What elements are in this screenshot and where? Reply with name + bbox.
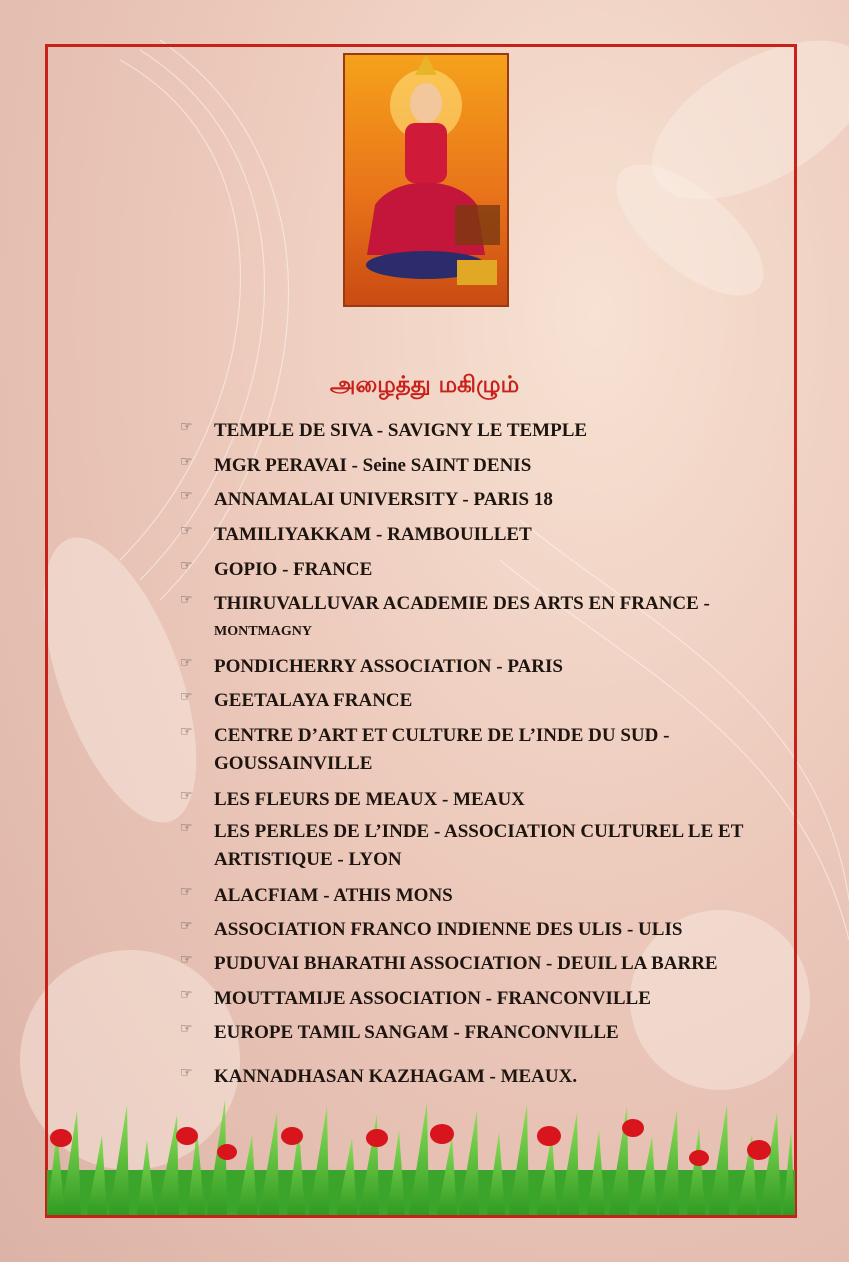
pointing-hand-icon: ☞ <box>180 724 193 740</box>
pointing-hand-icon: ☞ <box>180 592 193 608</box>
pointing-hand-icon: ☞ <box>180 655 193 671</box>
pointing-hand-icon: ☞ <box>180 820 193 836</box>
pointing-hand-icon: ☞ <box>180 918 193 934</box>
page-heading: அழைத்து மகிழும் <box>329 372 520 398</box>
pointing-hand-icon: ☞ <box>180 788 193 804</box>
organization-name: TEMPLE DE SIVA - SAVIGNY LE TEMPLE <box>214 420 588 441</box>
organization-name: GEETALAYA FRANCE <box>214 690 413 711</box>
organization-name: LES PERLES DE L’INDE - ASSOCIATION CULTUREL LE ET <box>214 821 744 842</box>
organization-location: ARTISTIQUE - LYON <box>214 849 402 870</box>
organization-name: ALACFIAM - ATHIS MONS <box>214 885 453 906</box>
organization-name: EUROPE TAMIL SANGAM - FRANCONVILLE <box>214 1022 619 1043</box>
organization-name: MGR PERAVAI - Seine SAINT DENIS <box>214 455 532 476</box>
organization-name: ASSOCIATION FRANCO INDIENNE DES ULIS - ULIS <box>214 919 683 940</box>
pointing-hand-icon: ☞ <box>180 884 193 900</box>
pointing-hand-icon: ☞ <box>180 1065 193 1081</box>
pointing-hand-icon: ☞ <box>180 689 193 705</box>
organization-name: TAMILIYAKKAM - RAMBOUILLET <box>214 524 532 545</box>
pointing-hand-icon: ☞ <box>180 952 193 968</box>
organization-name: PUDUVAI BHARATHI ASSOCIATION - DEUIL LA BARRE <box>214 953 718 974</box>
organization-name: KANNADHASAN KAZHAGAM - MEAUX. <box>214 1066 578 1087</box>
organization-name: MOUTTAMIJE ASSOCIATION - FRANCONVILLE <box>214 988 651 1009</box>
organization-location: MONTMAGNY <box>214 624 312 639</box>
organization-name: CENTRE D’ART ET CULTURE DE L’INDE DU SUD - <box>214 725 670 746</box>
organization-name: THIRUVALLUVAR ACADEMIE DES ARTS EN FRANCE - <box>214 593 710 614</box>
grass-and-tulips-border <box>47 1100 795 1215</box>
pointing-hand-icon: ☞ <box>180 558 193 574</box>
organization-name: PONDICHERRY ASSOCIATION - PARIS <box>214 656 563 677</box>
pointing-hand-icon: ☞ <box>180 987 193 1003</box>
goddess-image <box>343 53 509 307</box>
pointing-hand-icon: ☞ <box>180 419 193 435</box>
organization-name: LES FLEURS DE MEAUX - MEAUX <box>214 789 525 810</box>
pointing-hand-icon: ☞ <box>180 454 193 470</box>
organization-location: GOUSSAINVILLE <box>214 753 373 774</box>
organization-name: GOPIO - FRANCE <box>214 559 373 580</box>
pointing-hand-icon: ☞ <box>180 488 193 504</box>
pointing-hand-icon: ☞ <box>180 523 193 539</box>
organization-name: ANNAMALAI UNIVERSITY - PARIS 18 <box>214 489 553 510</box>
pointing-hand-icon: ☞ <box>180 1021 193 1037</box>
